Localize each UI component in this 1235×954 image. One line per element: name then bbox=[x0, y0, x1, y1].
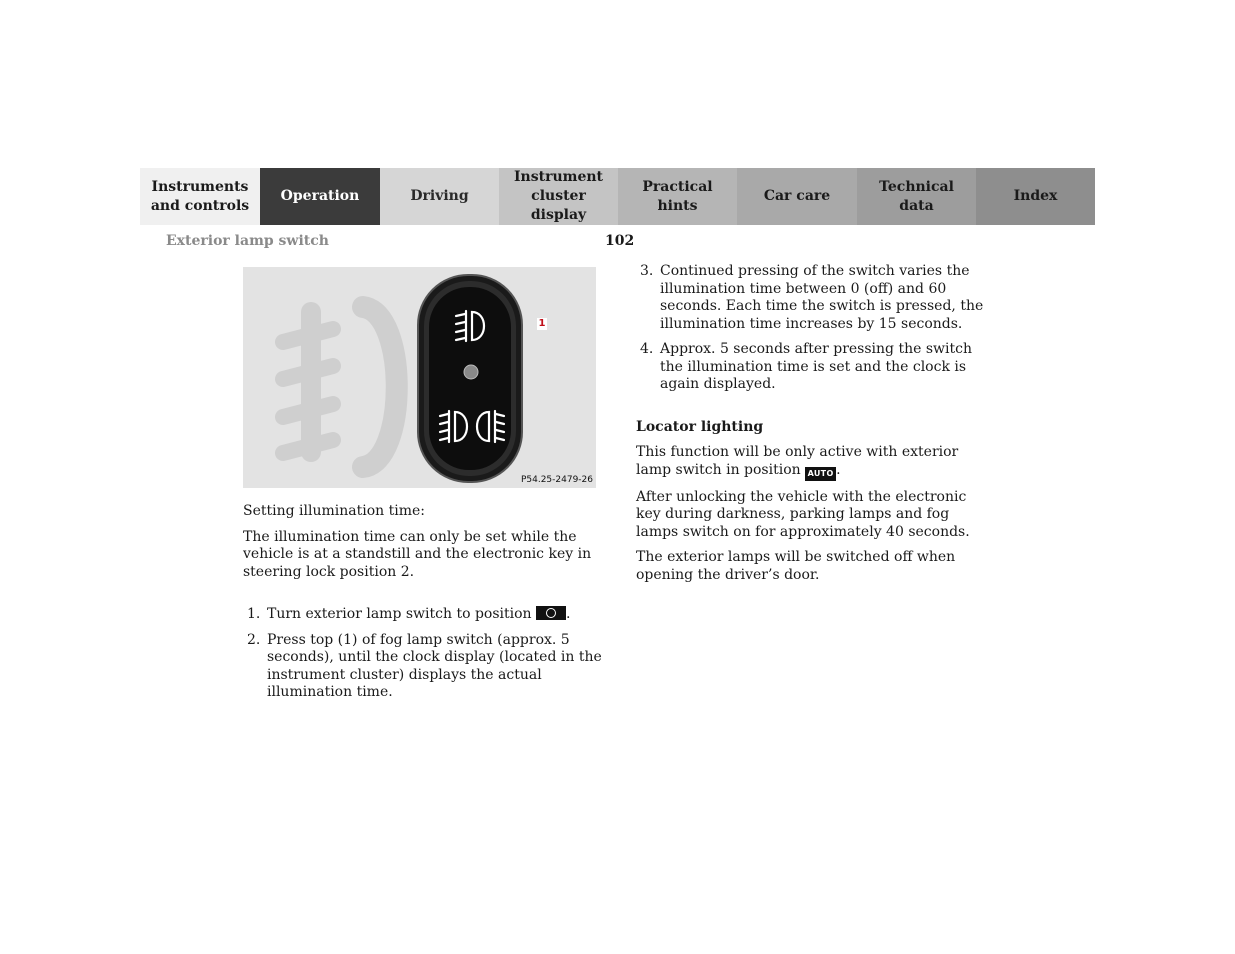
step-list-right bbox=[636, 263, 986, 394]
list-item: 3. Continued pressing of the switch varies the illumination time between 0 (off) and 60 seconds. Each time the switch is pressed, the illumination time increases by 15 seconds. bbox=[640, 263, 984, 332]
figure-code: P54.25-2479-26 bbox=[520, 475, 593, 485]
callout-label: 1 bbox=[538, 318, 546, 329]
tab-car-care[interactable]: Car care bbox=[737, 168, 857, 225]
fog-lamp-switch-figure bbox=[243, 267, 596, 488]
left-column bbox=[243, 503, 603, 710]
auto-symbol-icon: AUTO bbox=[805, 467, 836, 481]
locator-paragraph-2: After unlocking the vehicle with the electronic key during darkness, parking lamps and fog lamps switch on for approximately 40 seconds. bbox=[636, 488, 970, 540]
locator-lighting-heading: Locator lighting bbox=[636, 418, 764, 435]
locator-paragraph-3: The exterior lamps will be switched off when opening the driver’s door. bbox=[636, 549, 956, 583]
list-item: 4. Approx. 5 seconds after pressing the switch the illumination time is set and the clock is again displayed. bbox=[640, 341, 972, 392]
tab-technical-data[interactable]: Technical data bbox=[857, 168, 976, 225]
intro-paragraph-1: Setting illumination time: bbox=[243, 503, 425, 519]
tab-driving[interactable]: Driving bbox=[380, 168, 499, 225]
page-number: 102 bbox=[605, 233, 635, 249]
step-list-left bbox=[243, 606, 603, 702]
intro-paragraph-2: The illumination time can only be set while the vehicle is at a standstill and the electronic key in steering lock position 2. bbox=[243, 528, 592, 580]
chapter-nav bbox=[140, 168, 1095, 225]
tab-operation[interactable]: Operation bbox=[260, 168, 380, 225]
section-title: Exterior lamp switch bbox=[166, 233, 329, 249]
indicator-lamp bbox=[464, 365, 478, 379]
lamp-off-symbol-icon bbox=[536, 606, 566, 620]
tab-instruments-and-controls[interactable]: Instruments and controls bbox=[140, 168, 260, 225]
tab-index[interactable]: Index bbox=[976, 168, 1095, 225]
list-item: 1. Turn exterior lamp switch to position . bbox=[247, 606, 571, 622]
locator-paragraph-1: This function will be only active with exterior lamp switch in position AUTO . bbox=[636, 444, 986, 481]
tab-instrument-cluster-display[interactable]: Instrument cluster display bbox=[499, 168, 618, 225]
tab-practical-hints[interactable]: Practical hints bbox=[618, 168, 737, 225]
list-item: 2. Press top (1) of fog lamp switch (approx. 5 seconds), until the clock display (located in the instrument cluster) displays the actual illumination time. bbox=[247, 631, 602, 700]
fog-lamp-switch-illustration bbox=[243, 267, 596, 488]
right-column bbox=[636, 263, 986, 592]
background-headlamp-icon bbox=[283, 307, 397, 467]
